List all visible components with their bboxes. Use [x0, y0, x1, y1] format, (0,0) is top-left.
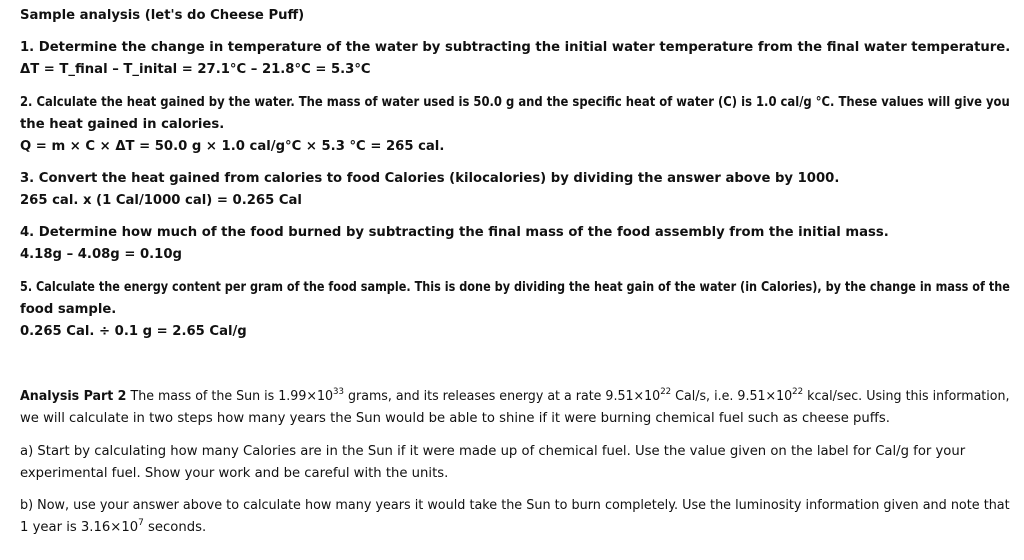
step-5-instruction-line-2: food sample.: [20, 302, 117, 317]
step-1-instruction: 1. Determine the change in temperature of the water by subtracting the initial water temperature from the final water temperature.: [20, 40, 1011, 55]
step-2-work: Q = m × C × ΔT = 50.0 g × 1.0 cal/g°C × 5.3 °C = 265 cal.: [20, 139, 445, 154]
part2-paragraph-line-1: Analysis Part 2 The mass of the Sun is $1.99\times 10^{33}$ grams, and its releases energy at a rate $9.51\times 10^{22}$ Cal/s, i.e. $9.51\times 10^{22}$ kcal/sec. Using this information,: [20, 387, 1010, 404]
step-4-instruction: 4. Determine how much of the food burned by subtracting the final mass of the food assembly from the initial mass.: [20, 225, 889, 240]
step-5-work: 0.265 Cal. ÷ 0.1 g = 2.65 Cal/g: [20, 324, 247, 339]
step-5-instruction-line-1: 5. Calculate the energy content per gram of the food sample. This is done by dividing the heat gain of the water (in Calories), by the change in mass of the: [20, 280, 1010, 295]
part2-heading: Analysis Part 2: [20, 389, 127, 404]
question-b-line-2: 1 year is $3.16\times 10^7$ seconds.: [20, 518, 207, 535]
question-a-line-2: experimental fuel. Show your work and be careful with the units.: [20, 466, 449, 481]
part2-paragraph-line-2: we will calculate in two steps how many years the Sun would be able to shine if it were burning chemical fuel such as cheese puffs.: [20, 411, 890, 426]
step-1-work: ΔT = T_final – T_inital = 27.1°C – 21.8°C = 5.3°C: [20, 62, 371, 77]
step-2-instruction-line-1: 2. Calculate the heat gained by the water. The mass of water used is 50.0 g and the specific heat of water (C) is 1.0 cal/g °C. These values will give you: [20, 95, 1010, 110]
question-b-line-1: b) Now, use your answer above to calculate how many years it would take the Sun to burn completely. Use the luminosity information given and note that: [20, 498, 1010, 513]
step-3-work: 265 cal. x (1 Cal/1000 cal) = 0.265 Cal: [20, 193, 302, 208]
step-2-instruction-line-2: the heat gained in calories.: [20, 117, 225, 132]
document-title: Sample analysis (let's do Cheese Puff): [20, 8, 305, 23]
step-4-work: 4.18g – 4.08g = 0.10g: [20, 247, 182, 262]
question-a-line-1: a) Start by calculating how many Calories are in the Sun if it were made up of chemical fuel. Use the value given on the label for Cal/g for your: [20, 444, 966, 459]
step-3-instruction: 3. Convert the heat gained from calories to food Calories (kilocalories) by dividing the answer above by 1000.: [20, 171, 840, 186]
